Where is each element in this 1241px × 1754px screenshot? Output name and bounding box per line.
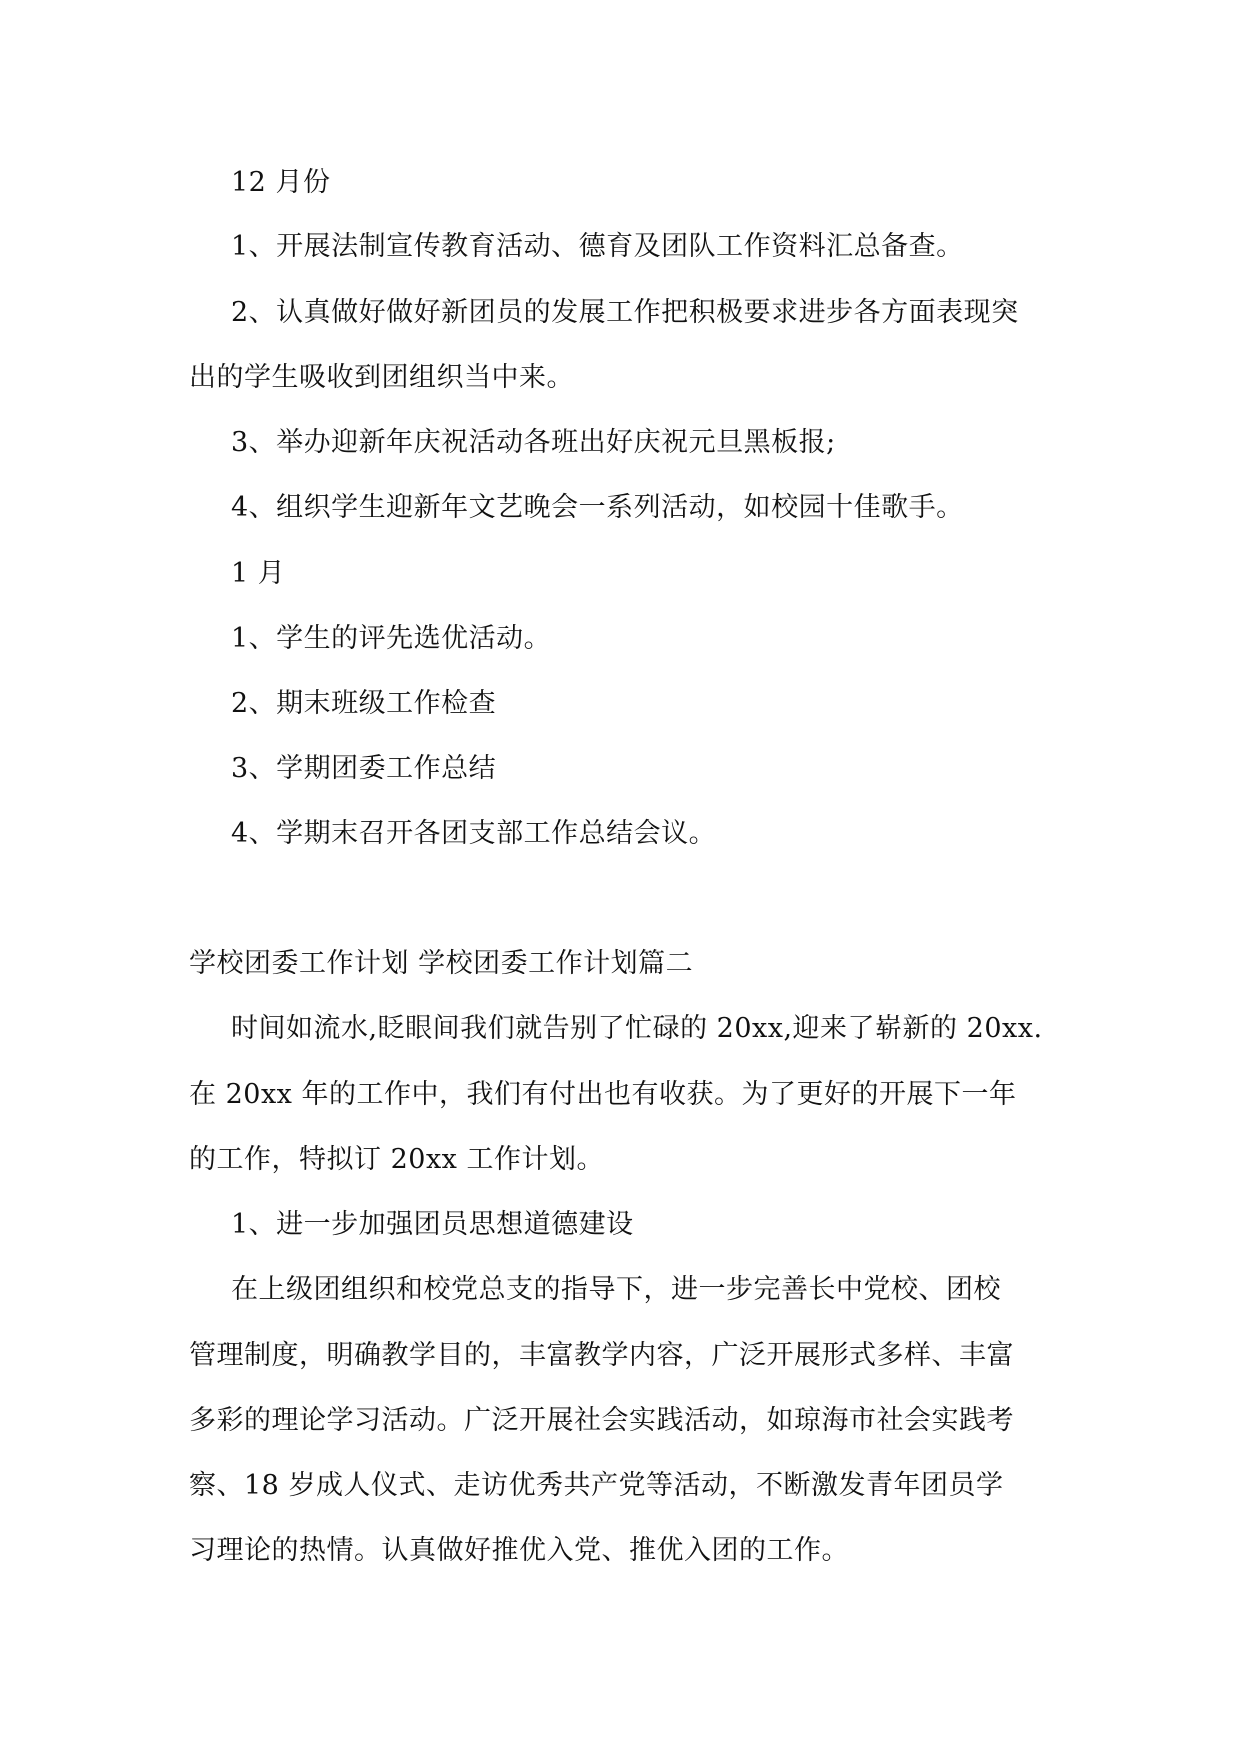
jan-item-1: 1、学生的评先选优活动。	[231, 623, 552, 654]
dec-item-1: 1、开展法制宣传教育活动、德育及团队工作资料汇总备查。	[231, 231, 964, 262]
dec-item-3: 3、举办迎新年庆祝活动各班出好庆祝元旦黑板报;	[231, 427, 836, 458]
section-title: 学校团委工作计划 学校团委工作计划篇二	[189, 948, 694, 979]
subheading-1: 1、进一步加强团员思想道德建设	[231, 1209, 634, 1240]
body-line-2: 管理制度，明确教学目的，丰富教学内容，广泛开展形式多样、丰富	[189, 1340, 1014, 1371]
dec-item-4: 4、组织学生迎新年文艺晚会一系列活动，如校园十佳歌手。	[231, 492, 964, 523]
intro-line-2: 在 20xx 年的工作中，我们有付出也有收获。为了更好的开展下一年	[189, 1079, 1017, 1110]
intro-line-3: 的工作，特拟订 20xx 工作计划。	[189, 1144, 604, 1175]
jan-item-4: 4、学期末召开各团支部工作总结会议。	[231, 818, 717, 849]
body-line-4: 察、18 岁成人仪式、走访优秀共产党等活动，不断激发青年团员学	[189, 1470, 1004, 1501]
month-heading-december: 12 月份	[231, 167, 331, 198]
dec-item-2-continued: 出的学生吸收到团组织当中来。	[189, 362, 574, 393]
jan-item-2: 2、期末班级工作检查	[231, 688, 497, 719]
jan-item-3: 3、学期团委工作总结	[231, 753, 497, 784]
body-line-1: 在上级团组织和校党总支的指导下，进一步完善长中党校、团校	[231, 1274, 1001, 1305]
body-line-3: 多彩的理论学习活动。广泛开展社会实践活动，如琼海市社会实践考	[189, 1405, 1014, 1436]
month-heading-january: 1 月	[231, 558, 286, 589]
intro-line-1: 时间如流水,眨眼间我们就告别了忙碌的 20xx,迎来了崭新的 20xx.	[231, 1013, 1043, 1044]
dec-item-2: 2、认真做好做好新团员的发展工作把积极要求进步各方面表现突	[231, 297, 1019, 328]
body-line-5: 习理论的热情。认真做好推优入党、推优入团的工作。	[189, 1535, 849, 1566]
